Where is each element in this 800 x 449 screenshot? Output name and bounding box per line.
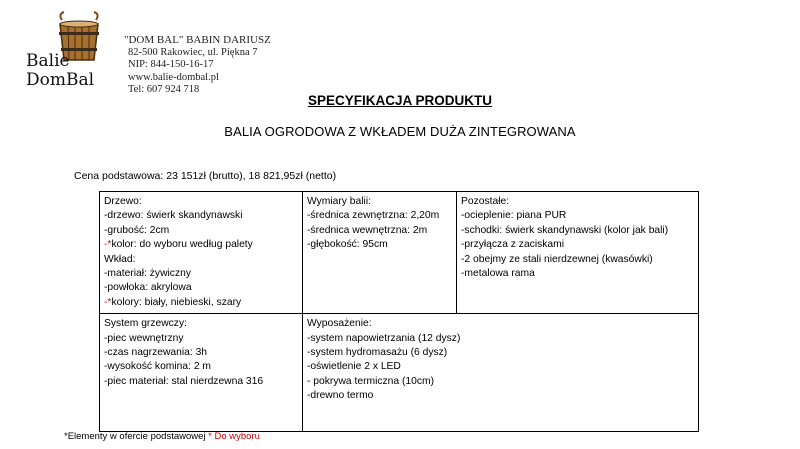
equipment-line: -system napowietrzania (12 dysz) <box>307 332 461 344</box>
insert-line: -materiał: żywiczny <box>104 268 191 280</box>
cell-wood-insert <box>100 192 303 314</box>
company-phone: Tel: 607 924 718 <box>128 84 200 95</box>
company-logo <box>12 8 122 90</box>
optional-marker: -* <box>104 239 112 251</box>
heating-line: -piec wewnętrzny <box>104 332 184 344</box>
logo-text <box>26 52 94 90</box>
footnote <box>64 431 260 442</box>
insert-line: -powłoka: akrylowa <box>104 282 192 294</box>
company-address: 82-500 Rakowiec, ul. Piękna 7 <box>128 46 258 58</box>
heating-heading: System grzewczy: <box>104 318 187 330</box>
footnote-base: *Elementy w ofercie podstawowej <box>64 431 206 442</box>
equipment-heading: Wyposażenie: <box>307 318 372 330</box>
wood-color-text: kolor: do wyboru według palety <box>111 239 253 251</box>
dimensions-heading: Wymiary balii: <box>307 196 371 207</box>
equipment-line: - pokrywa termiczna (10cm) <box>307 375 435 387</box>
wood-color-line <box>104 238 298 252</box>
spec-table <box>99 191 699 432</box>
company-nip: NIP: 844-150-16-17 <box>128 59 214 70</box>
heating-line: -wysokość komina: 2 m <box>104 361 212 373</box>
dimensions-line: -średnica wewnętrzna: 2m <box>307 224 428 236</box>
heating-line: -piec materiał: stal nierdzewna 316 <box>104 375 264 387</box>
document-title <box>0 93 800 108</box>
other-line: -metalowa rama <box>461 268 535 280</box>
table-row <box>100 192 699 314</box>
wood-line: -drzewo: świerk skandynawski <box>104 210 243 222</box>
other-line: -2 obejmy ze stali nierdzewnej (kwasówki) <box>461 253 653 265</box>
other-line: -schodki: świerk skandynawski (kolor jak bali) <box>461 224 669 236</box>
heating-line: -czas nagrzewania: 3h <box>104 347 208 359</box>
insert-color-text: kolory: biały, niebieski, szary <box>111 296 242 308</box>
base-price: Cena podstawowa: 23 151zł (brutto), 18 821,95zł (netto) <box>74 170 337 182</box>
dimensions-line: -głębokość: 95cm <box>307 239 388 251</box>
optional-marker: -* <box>104 296 112 308</box>
company-website: www.balie-dombal.pl <box>128 71 219 83</box>
document-title-text: SPECYFIKACJA PRODUKTU <box>307 93 493 108</box>
footnote-option: * Do wyboru <box>208 431 260 442</box>
wood-line: -grubość: 2cm <box>104 224 170 236</box>
equipment-line: -system hydromasażu (6 dysz) <box>307 347 448 359</box>
other-line: -przyłącza z zaciskami <box>461 239 564 251</box>
company-details <box>124 34 271 97</box>
product-name: BALIA OGRODOWA Z WKŁADEM DUŻA ZINTEGROWANA <box>224 124 576 139</box>
equipment-line: -drewno termo <box>307 390 374 402</box>
table-row <box>100 314 699 432</box>
wood-heading: Drzewo: <box>104 196 142 207</box>
cell-other <box>457 192 699 314</box>
logo-line-2: DomBal <box>26 70 95 90</box>
insert-color-line <box>104 296 298 310</box>
cell-heating-system <box>100 314 303 432</box>
dimensions-line: -średnica zewnętrzna: 2,20m <box>307 210 440 222</box>
other-heading: Pozostałe: <box>461 196 510 207</box>
cell-dimensions <box>303 192 457 314</box>
other-line: -ocieplenie: piana PUR <box>461 210 567 222</box>
company-name: "DOM BAL" BABIN DARIUSZ <box>124 34 271 46</box>
cell-equipment <box>303 314 699 432</box>
equipment-line: -oświetlenie 2 x LED <box>307 361 401 373</box>
insert-heading: Wkład: <box>104 253 136 265</box>
logo-line-1: Balie <box>26 51 70 71</box>
